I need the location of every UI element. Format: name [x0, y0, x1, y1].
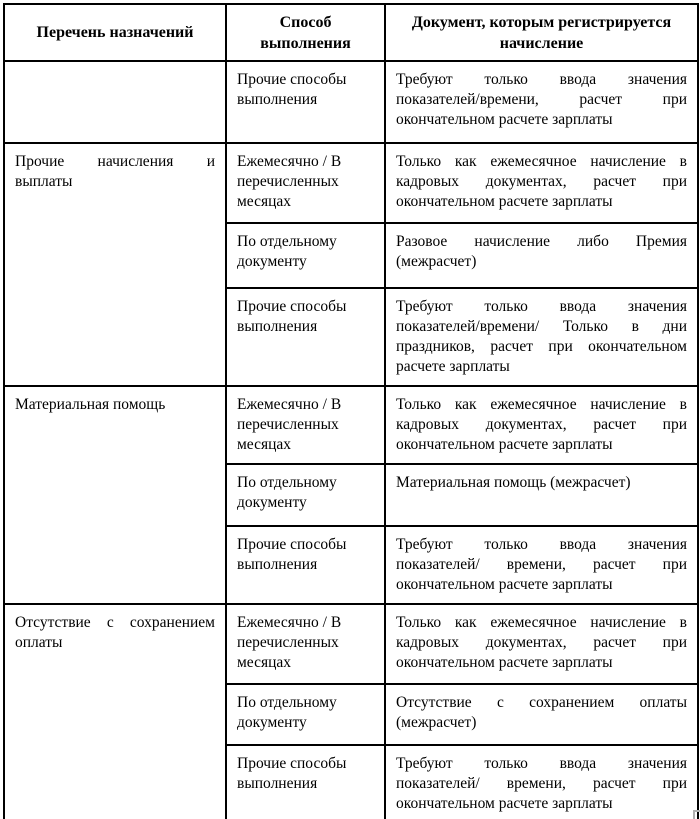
method-cell: Ежемесячно / В перечисленных месяцах	[226, 386, 385, 464]
document-cell: Требуют только ввода значения показателей/времени, расчет при окончательном расчете зарплаты	[385, 61, 698, 143]
document-cell: Требуют только ввода значения показателей/времени/ Только в дни праздников, расчет при окончательном расчете зарплаты	[385, 288, 698, 386]
category-cell: Материальная помощь	[4, 386, 226, 604]
method-cell: По отдельному документу	[226, 223, 385, 288]
method-cell: Ежемесячно / В перечисленных месяцах	[226, 143, 385, 223]
page-corner-artifact	[693, 810, 700, 819]
table-row	[4, 61, 698, 143]
table-row	[4, 143, 698, 223]
method-cell: Прочие способы выполнения	[226, 526, 385, 604]
method-cell: Прочие способы выполнения	[226, 288, 385, 386]
assignments-table	[3, 3, 699, 819]
document-cell: Только как ежемесячное начисление в кадровых документах, расчет при окончательном расчете зарплаты	[385, 143, 698, 223]
col-header-method: Способ выполнения	[226, 4, 385, 61]
col-header-assignments: Перечень назначений	[4, 4, 226, 61]
document-cell: Материальная помощь (межрасчет)	[385, 464, 698, 526]
category-cell	[4, 61, 226, 143]
method-cell: Прочие способы выполнения	[226, 61, 385, 143]
document-cell: Отсутствие с сохранением оплаты (межрасчет)	[385, 684, 698, 745]
table-row	[4, 604, 698, 684]
table-row	[4, 386, 698, 464]
method-cell: Ежемесячно / В перечисленных месяцах	[226, 604, 385, 684]
table-body	[4, 61, 698, 819]
document-cell: Разовое начисление либо Премия (межрасчет)	[385, 223, 698, 288]
method-cell: Прочие способы выполнения	[226, 745, 385, 819]
header-row	[4, 4, 698, 61]
category-cell: Отсутствие с сохранением оплаты	[4, 604, 226, 819]
document-cell: Только как ежемесячное начисление в кадровых документах, расчет при окончательном расчете зарплаты	[385, 604, 698, 684]
category-cell: Прочие начисления и выплаты	[4, 143, 226, 386]
document-cell: Только как ежемесячное начисление в кадровых документах, расчет при окончательном расчете зарплаты	[385, 386, 698, 464]
method-cell: По отдельному документу	[226, 464, 385, 526]
method-cell: По отдельному документу	[226, 684, 385, 745]
col-header-document: Документ, которым регистрируется начисление	[385, 4, 698, 61]
document-cell: Требуют только ввода значения показателей/ времени, расчет при окончательном расчете зарплаты	[385, 526, 698, 604]
document-cell: Требуют только ввода значения показателей/ времени, расчет при окончательном расчете зарплаты	[385, 745, 698, 819]
